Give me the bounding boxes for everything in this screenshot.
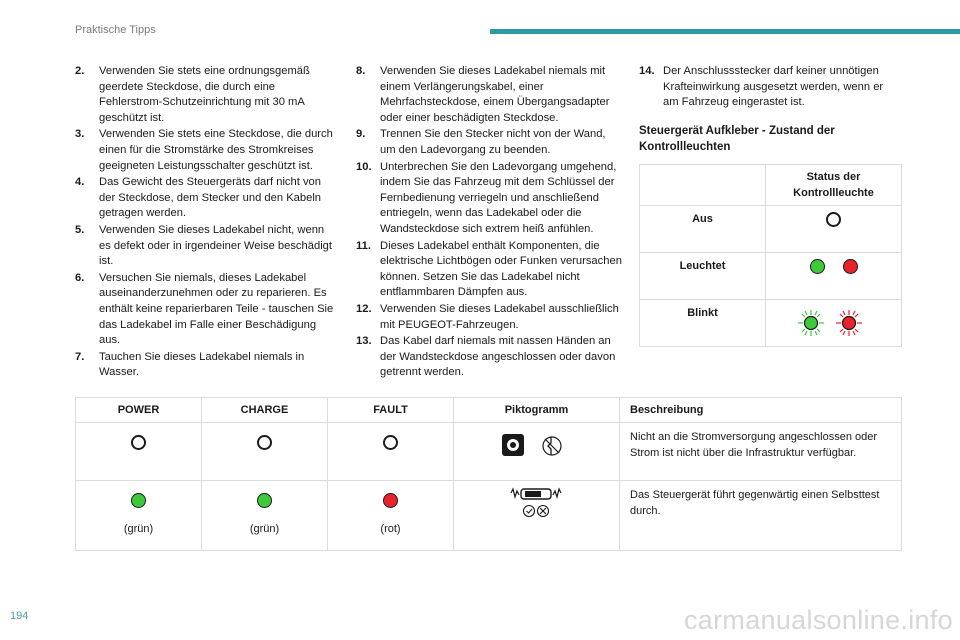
pictogram-cell	[454, 423, 620, 481]
led-color-label: (grün)	[249, 523, 280, 535]
led-off-icon	[257, 435, 272, 450]
status-label: Blinkt	[640, 300, 766, 347]
item-text: Verwenden Sie dieses Ladekabel nicht, wenn es defekt oder in irgendeiner Weise beschädigt ist.	[99, 223, 333, 268]
blinking-leds-icon	[794, 306, 874, 340]
item-text: Verwenden Sie dieses Ladekabel niemals mit einem Verlängerungskabel, einer Mehrfachsteckdose, einem Übergangsadapter oder einer beschädigten Steckdose.	[380, 65, 610, 124]
status-cell-on	[766, 253, 902, 300]
item-text: Trennen Sie den Stecker nicht von der Wand, um den Ladevorgang zu beenden.	[380, 128, 606, 156]
status-table-header: Status der Kontrollleuchte	[766, 165, 902, 206]
list-item	[75, 64, 337, 126]
table-row	[76, 481, 902, 551]
status-label: Aus	[640, 206, 766, 253]
item-number: 5.	[75, 223, 85, 236]
column-3	[639, 64, 901, 155]
item-number: 10.	[356, 160, 372, 173]
table-row	[76, 423, 902, 481]
list-item	[356, 64, 622, 126]
item-number: 11.	[356, 239, 371, 252]
item-text: Das Gewicht des Steuergeräts darf nicht von der Steckdose, dem Stecker und den Kabeln getragen werden.	[99, 176, 322, 220]
pictogram-header: Piktogramm	[454, 398, 620, 423]
status-label: Leuchtet	[640, 253, 766, 300]
status-cell-blink	[766, 300, 902, 347]
plug-disconnected-icon	[497, 431, 577, 459]
pictogram-cell	[454, 481, 620, 551]
header-accent-bar	[490, 29, 960, 34]
status-table-empty-header	[640, 165, 766, 206]
column-2	[356, 64, 622, 382]
list-item	[75, 271, 337, 349]
list-item	[356, 334, 622, 381]
item-text: Das Kabel darf niemals mit nassen Händen an der Wandsteckdose angeschlossen oder davon getrennt werden.	[380, 335, 616, 379]
item-number: 13.	[356, 335, 372, 348]
item-number: 3.	[75, 128, 85, 141]
list-item	[75, 350, 337, 381]
list-item	[75, 175, 337, 222]
led-color-label: (grün)	[123, 523, 154, 535]
item-number: 8.	[356, 65, 366, 77]
item-number: 9.	[356, 128, 366, 141]
item-number: 6.	[75, 271, 85, 284]
self-test-icon	[497, 487, 577, 521]
sticker-heading: Steuergerät Aufkleber - Zustand der Kontrollleuchten	[639, 124, 835, 153]
item-text: Tauchen Sie dieses Ladekabel niemals in Wasser.	[99, 350, 305, 379]
power-header: POWER	[76, 398, 202, 423]
list-item	[356, 160, 622, 238]
red-led-icon	[843, 259, 858, 274]
power-cell	[76, 423, 202, 481]
item-number: 7.	[75, 350, 85, 363]
fault-cell	[328, 481, 454, 551]
description-cell: Nicht an die Stromversorgung angeschlossen oder Strom ist nicht über die Infrastruktur verfügbar.	[620, 423, 902, 481]
description-cell: Das Steuergerät führt gegenwärtig einen Selbsttest durch.	[620, 481, 902, 551]
item-text: Verwenden Sie stets eine Steckdose, die durch einen für die Stromstärke des Stromkreises geeigneten Leistungsschalter geschützt ist.	[99, 128, 333, 172]
item-text: Der Anschlussstecker darf keiner unnötigen Krafteinwirkung ausgesetzt werden, wenn er am Fahrzeug eingerastet ist.	[663, 65, 884, 109]
green-led-icon	[257, 493, 272, 508]
item-text: Verwenden Sie stets eine ordnungsgemäß geerdete Steckdose, die durch eine Fehlerstrom-Schutzeinrichtung mit 30 mA geschützt ist.	[99, 65, 310, 124]
item-text: Dieses Ladekabel enthält Komponenten, die elektrische Lichtbögen oder Funken verursachen können. Setzen Sie das Ladekabel nicht entflammbaren Dämpfen aus.	[380, 239, 622, 299]
charge-cell	[202, 481, 328, 551]
page-number: 194	[10, 610, 29, 622]
watermark: carmanualsonline.info	[684, 605, 953, 635]
list-item	[75, 223, 337, 270]
item-number: 12.	[356, 302, 372, 315]
green-led-icon	[131, 493, 146, 508]
status-cell-off	[766, 206, 902, 253]
item-text: Verwenden Sie dieses Ladekabel ausschließlich mit PEUGEOT-Fahrzeugen.	[380, 302, 619, 331]
charge-cell	[202, 423, 328, 481]
fault-cell	[328, 423, 454, 481]
led-color-label: (rot)	[380, 523, 401, 535]
green-led-icon	[810, 259, 825, 274]
list-item	[356, 302, 622, 333]
item-number: 4.	[75, 176, 85, 189]
led-off-icon	[826, 212, 841, 227]
red-led-icon	[383, 493, 398, 508]
list-item	[75, 127, 337, 174]
column-1	[75, 64, 337, 382]
led-off-icon	[383, 435, 398, 450]
led-state-table	[75, 397, 902, 551]
list-item	[356, 239, 622, 301]
list-item	[356, 127, 622, 158]
power-cell	[76, 481, 202, 551]
section-title: Praktische Tipps	[75, 24, 156, 36]
item-text: Versuchen Sie niemals, dieses Ladekabel auseinanderzunehmen oder zu reparieren. Es enthält keine reparierbaren Teile - tauschen Sie das Ladekabel im Falle einer Beschädigung aus.	[99, 271, 334, 347]
status-table	[639, 164, 902, 347]
item-number: 14.	[639, 65, 655, 77]
charge-header: CHARGE	[202, 398, 328, 423]
fault-header: FAULT	[328, 398, 454, 423]
description-header: Beschreibung	[620, 398, 902, 423]
item-text: Unterbrechen Sie den Ladevorgang umgehend, indem Sie das Fahrzeug mit dem Schlüssel der Fernbedienung verriegeln und anschließend entriegeln, wenn das Ladekabel oder die Wandsteckdose sich extrem heiß anfühlen.	[380, 160, 617, 235]
led-off-icon	[131, 435, 146, 450]
item-number: 2.	[75, 65, 85, 77]
list-item	[639, 64, 901, 111]
